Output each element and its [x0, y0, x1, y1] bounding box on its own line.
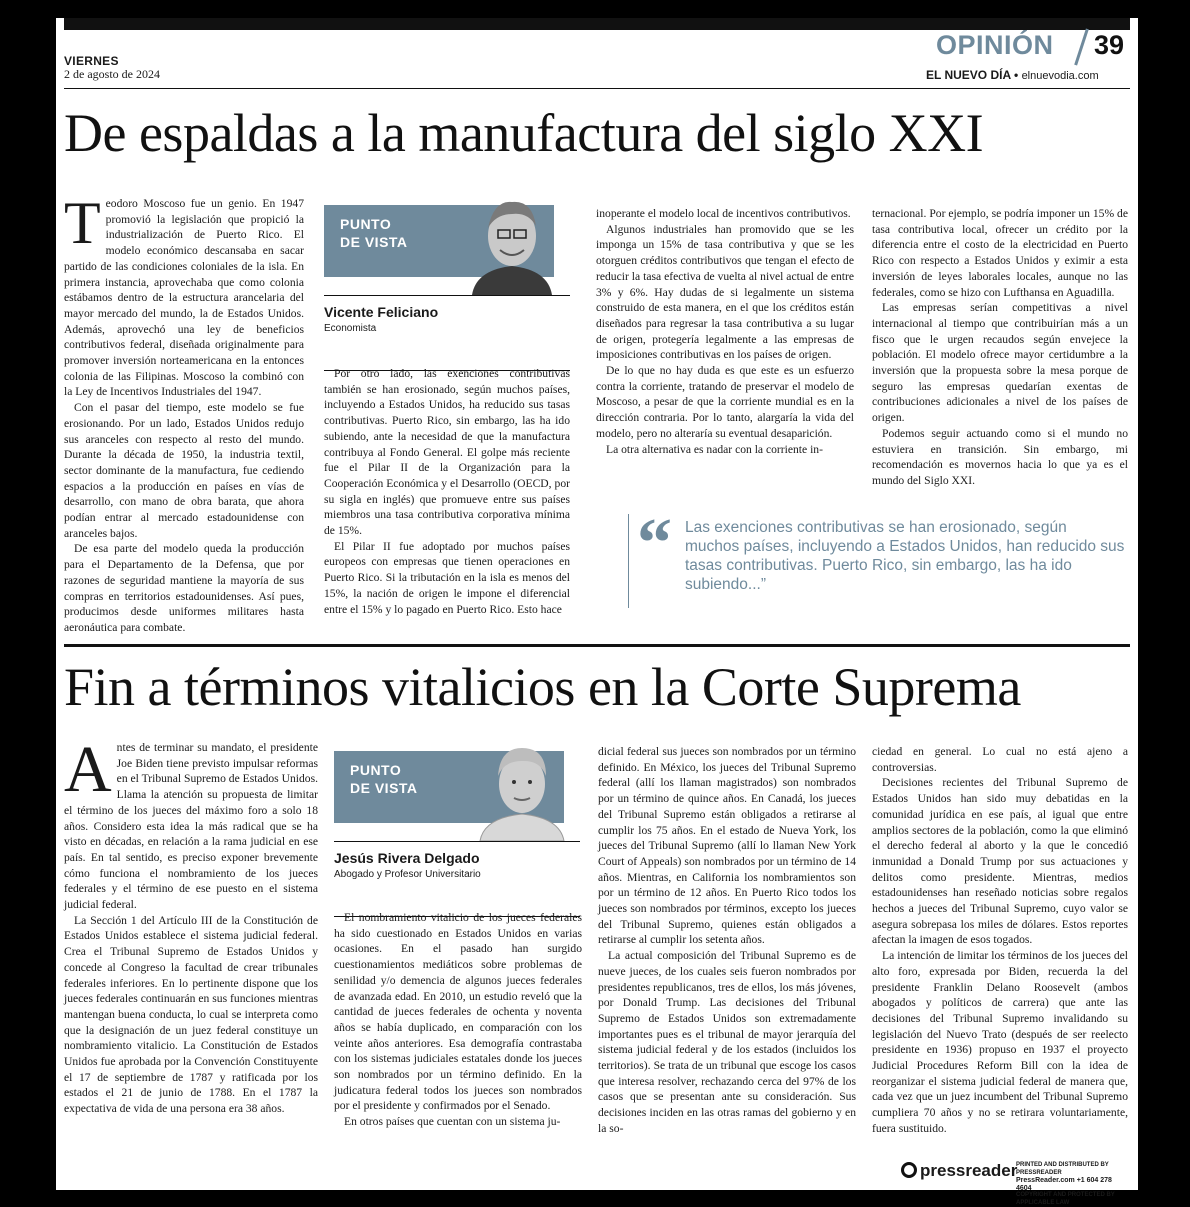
- drop-cap: T: [64, 190, 101, 256]
- paragraph: inoperante el modelo local de incentivos contributivos.: [596, 207, 851, 220]
- paragraph: El nombramiento vitalicio de los jueces federales ha sido cuestionado en Estados Unidos en varias ocasiones. En el pasado han surgido cuestionamientos mediáticos sobre problemas de senilidad y/o demencia de algunos jueces federales de avanzada edad. En 2010, un estudio reveló que la cantidad de jueces federales de ochenta y noventa años se había duplicado, en comparación con los veinte años anteriores. Esa demografía contrastaba con los sistemas judiciales estatales donde los jueces son nombrados por un término definido. En la judicatura federal todos los jueces son nombrados por el presidente y confirmados por el Senado.: [334, 911, 582, 1113]
- author-role: Abogado y Profesor Universitario: [334, 869, 481, 880]
- article-1-column-3: [596, 206, 854, 457]
- pull-quote: [628, 505, 1129, 608]
- paragraph: La Sección 1 del Artículo III de la Constitución de Estados Unidos establece el sistema judicial federal. Crea el Tribunal Supremo de Estados Unidos y concede al Congreso la facultad de crear tribunales federales inferiores. En lo pertinente dispone que los jueces federales continuarán en sus funciones mientras mantengan buena conducta, lo cual se interpreta como que la designación de un juez federal constituye un nombramiento vitalicio. La Constitución de Estados Unidos fue aprobada por la Convención Constituyente el 17 de septiembre de 1787 y ratificada por los estados el 21 de junio de 1788. En el 1787 la expectativa de vida de una persona era 38 años.: [64, 913, 318, 1116]
- paper-url: elnuevodia.com: [1021, 70, 1099, 82]
- author-photo: [474, 734, 570, 841]
- article-1-column-2: [324, 366, 570, 617]
- author-role: Economista: [324, 323, 377, 334]
- paragraph: La otra alternativa es nadar con la corriente in-: [606, 442, 823, 456]
- paragraph: Las empresas serían competitivas a nivel internacional al tiempo que contribuirían más a un fisco que le urgen recaudos según envejece la población. El modelo ofrece mayor certidumbre a la inversión que la propuesta sobre la mesa porque de seguro las empresas quedarían exentas de contribuciones adicionales a nivel de los países de origen.: [872, 301, 1128, 425]
- paragraph: Decisiones recientes del Tribunal Supremo de Estados Unidos han sido muy debatidas en la comunidad jurídica en ese país, al igual que entre amplios sectores de la población, como la que eliminó el derecho federal al aborto y la que le concedió inmunidad a Donald Trump por sus actuaciones y delitos como presidente. Mientras, medios estadounidenses han reseñado noticias sobre regalos hechos a jueces del Tribunal Supremo, cuyo valor se asegura sobrepasa los miles de dólares. Estos reportes afectan la imagen de esos togados.: [872, 776, 1128, 947]
- paragraph: Algunos industriales han promovido que se les imponga un 15% de tasa contributiva y que se les otorguen créditos contributivos que tengan el efecto de reducir la tasa efectiva de vuelta al nivel actual de entre 3% y 6%. Hay dudas de si legalmente un sistema construido de esta manera, en el que los créditos están diseñados para regresar la tasa contributiva a su lugar de origen, protegería legalmente a las empresas de imposiciones contributivas en los países de origen.: [596, 222, 854, 362]
- paragraph: dicial federal sus jueces son nombrados por un término definido. En México, los jueces del Tribunal Supremo federal (allí los llaman magistrados) son nombrados por un término de quince años. En Canadá, los jueces del Tribunal Supremo están obligados a retirarse al cumplir los 75 años. En el estado de Nueva York, los jueces del Tribunal Supremo (allí lo llaman New York Court of Appeals) son nombrados por un término de 14 años. Mientras, en California los nombramientos son por un término de 12 años. En Puerto Rico todos los jueces son nombrados por términos, excepto los jueces del Tribunal Supremo, quienes están obligados a retirarse al cumplir los setenta años.: [598, 745, 856, 947]
- article-2-title: Fin a términos vitalicios en la Corte Suprema: [64, 657, 1021, 717]
- paragraph: Teodoro Moscoso fue un genio. En 1947 promovió la legislación que propició la industrialización de Puerto Rico. El modelo económico descansaba en sacar partido de las condiciones coloniales de la isla. En primera instancia, aprovechaba que como colonia estábamos dentro de la estructura arancelaria del mayor mercado del mundo, la de Estados Unidos. Además, aprovechó una ley de beneficios contributivos federal, diseñada originalmente para promover inversión norteamericana en la entonces colonia de las Filipinas. Moscoso la combinó con la Ley de Incentivos Industriales del 1947.: [64, 190, 304, 399]
- page-number: 39: [1094, 30, 1125, 60]
- article-1-column-1: [64, 190, 304, 636]
- pressreader-notice: PRINTED AND DISTRIBUTED BY PRESSREADER PressReader.com +1 604 278 4604 COPYRIGHT AND PROTECTED BY APPLICABLE LAW: [1016, 1162, 1115, 1206]
- paragraph: ciedad en general. Lo cual no está ajeno a controversias.: [872, 745, 1128, 774]
- article-1-title: De espaldas a la manufactura del siglo XXI: [64, 103, 984, 163]
- article-separator: [64, 644, 1130, 647]
- top-bar: [64, 18, 1130, 30]
- article-2-column-4: [872, 744, 1128, 1137]
- paragraph: ternacional. Por ejemplo, se podría imponer un 15% de tasa contributiva local, ofrecer un crédito por la diferencia entre el costo de la electricidad en Puerto Rico con respecto a Estados Unidos y eximir a esta inversión de leyes laborales locales, aunque no las federales, como se hizo con Lufthansa en Aguadilla.: [872, 207, 1128, 299]
- issue-day: VIERNES: [64, 54, 119, 68]
- author-name: Jesús Rivera Delgado: [334, 850, 480, 866]
- paragraph: Antes de terminar su mandato, el presidente Joe Biden tiene previsto impulsar reformas en el Tribunal Supremo de Estados Unidos. Llama la atención su propuesta de limitar el término de los jueces del máximo foro a solo 18 años. Considero esta idea la más radical que se ha visto en décadas, en relación a la rama judicial en ese país. En tal sentido, es preciso exponer brevemente cómo funciona el nombramiento de los jueces federales y el término de ese puesto en el sistema judicial federal.: [64, 733, 318, 912]
- paper-name: EL NUEVO DÍA: [926, 68, 1011, 82]
- author-photo: [464, 188, 560, 295]
- pull-quote-text: Las exenciones contributivas se han erosionado, según muchos países, incluyendo a Estados Unidos, han reducido sus tasas contributivas. Puerto Rico, sin embargo, las ha ido subiendo...”: [685, 519, 1125, 593]
- newspaper-page: [56, 18, 1138, 1206]
- pressreader-icon: [901, 1162, 917, 1178]
- section-divider: [1074, 28, 1089, 65]
- paragraph: De esa parte del modelo queda la producción para el Departamento de la Defensa, que por razones de seguridad mantiene la mayoría de sus compras en territorios estadounidenses. Así pues, producimos desde uniformes militares hasta aeronáutica para combate.: [64, 542, 304, 634]
- paragraph: En otros países que cuentan con un sistema ju-: [344, 1115, 561, 1129]
- paragraph: El Pilar II fue adoptado por muchos países europeos con empresas que tienen operaciones en Puerto Rico. Si la tributación en la isla es menos del 15%, la nación de origen le impone el diferencial entre el 15% y lo pagado en Puerto Rico. Esto hace: [324, 539, 570, 616]
- punto-de-vista-label: PUNTO DE VISTA: [324, 205, 554, 277]
- paragraph: Podemos seguir actuando como si el mundo no estuviera en transición. Sin embargo, mi recomendación es movernos hacia lo que ya es el mundo del Siglo XXI.: [872, 426, 1128, 487]
- issue-date: 2 de agosto de 2024: [64, 67, 160, 81]
- paragraph: De lo que no hay duda es que este es un esfuerzo contra la corriente, tratando de preservar el modelo de Moscoso, a pesar de que la corriente mundial es en la dirección contraria. Por lo tanto, alargaría la vida del modelo, pero no alteraría su eventual desaparición.: [596, 364, 854, 440]
- section-title: OPINIÓN: [936, 30, 1054, 60]
- paragraph: Con el pasar del tiempo, este modelo se fue erosionando. Por un lado, Estados Unidos redujo sus aranceles con respecto al resto del mundo. Durante la década de 1950, la industria textil, sector dominante de la manufactura, fue cediendo espacios a la producción en países en vías de desarrollo, con mano de obra barata, que ahora podían entrar al mercado estadounidense con aranceles bajos.: [64, 401, 304, 540]
- article-2-author-box: [334, 734, 580, 917]
- paragraph: Por otro lado, las exenciones contributivas también se han erosionado, según muchos países, incluyendo a Estados Unidos, ha reducido sus tasas contributivas. Puerto Rico, sin embargo, las ha ido subiendo, ante la necesidad de que la manufactura contribuya al Fondo General. El golpe más reciente fue el Pilar II de la Organización para la Cooperación Económica y el Desarrollo (OECD, por su sigla en inglés) que promueve entre sus países miembros una tasa contributiva corporativa mínima de 15%.: [324, 367, 570, 538]
- author-name: Vicente Feliciano: [324, 304, 439, 320]
- paragraph: La actual composición del Tribunal Supremo es de nueve jueces, de los cuales seis fueron nombrados por presidentes republicanos, tres de ellos, los más jóvenes, por Donald Trump. Las decisiones del Tribunal Supremo de Estados Unidos son extremadamente importantes pues es el tribunal de mayor jerarquía del sistema judicial federal y de los estados (incluidos los territorios). Se trata de un tribunal que escoge los casos que interesa resolver, rechazando cerca del 97% de los casos que se presentan ante su consideración. Sus decisiones inciden en las otras ramas del gobierno y en la so-: [598, 949, 856, 1135]
- pressreader-logo: pressreader: [901, 1161, 1017, 1181]
- quote-mark-icon: “: [637, 505, 672, 582]
- punto-de-vista-label: PUNTO DE VISTA: [334, 751, 564, 823]
- article-1-author-box: [324, 188, 570, 371]
- header-rule: [64, 88, 1130, 89]
- article-1-column-4: [872, 206, 1128, 489]
- masthead: EL NUEVO DÍA • elnuevodia.com: [926, 68, 1099, 82]
- paragraph: La intención de limitar los términos de los jueces del alto foro, expresada por Biden, recuerda la del presidente Franklin Delano Roosevelt (ambos abogados y políticos de carrera) que ante las decisiones del Tribunal Supremo invalidando su legislación del Nuevo Trato (después de ser reelecto presidente en 1936) propuso en 1937 el proyecto Judicial Procedures Reform Bill con la idea de reorganizar el sistema judicial federal de manera que, cada vez que un juez incumbent del Tribunal Supremo cumpliera 70 años y no se retirara voluntariamente, fuera sustituido.: [872, 949, 1128, 1135]
- article-2-column-1: [64, 733, 318, 1117]
- article-2-column-3: [598, 744, 856, 1137]
- drop-cap: A: [64, 733, 112, 806]
- article-2-column-2: [334, 910, 582, 1130]
